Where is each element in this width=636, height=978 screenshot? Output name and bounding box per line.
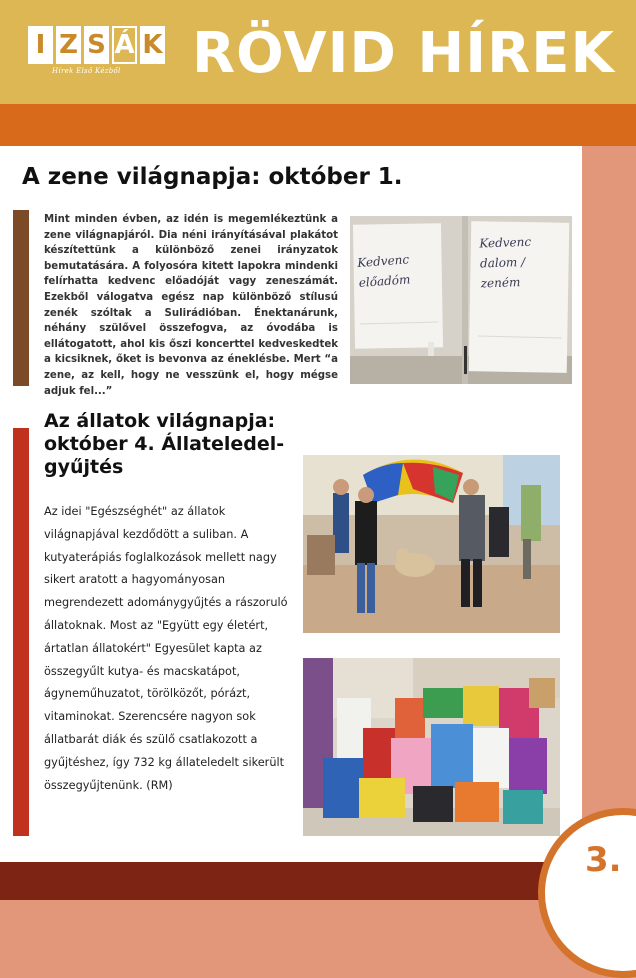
poster-caption-favourite-artist: Kedvenc előadóm — [356, 252, 411, 290]
section-title-music-day: A zene világnapja: október 1. — [22, 164, 403, 190]
section-accent-bar — [13, 428, 29, 836]
section-body-animal-day: Az idei "Egészséghét" az állatok világnapjával kezdődött a suliban. A kutyaterápiás foglalkozások mellett nagy sikert aratott a hagyományosan megrendezett adománygyűjtés a rászoruló állatoknak. Most az "Együtt egy életért, ártatlan állatokért" Egyesület kapta az összegyűlt kutya- és macskatápot, ágyneműhuzatot, törölközőt, pórázt, vitaminokat. Szerencsére nagyon sok állatbarát diák és szülő csatlakozott a gyűjtéshez, így 732 kg állateledelt sikerült összegyűjtenünk. (RM) — [44, 505, 288, 792]
section-title-animal-day: Az állatok világnapja: október 4. Állateledel-gyűjtés — [44, 410, 285, 478]
masthead-logo — [28, 26, 170, 64]
logo-letter: I — [28, 26, 53, 64]
logo-letter: K — [140, 26, 165, 64]
logo-letter: S — [84, 26, 109, 64]
poster-caption-favourite-song: Kedvenc dalom / zeném — [479, 234, 532, 291]
page-title: RÖVID HÍREK — [192, 21, 615, 86]
section-body-music-day: Mint minden évben, az idén is megemlékeztünk a zene világnapjáról. Dia néni irányításával plakátot készítettünk a különböző zenei irányzatok bemutatására. A folyosóra kitett lapokra mindenki felírhatta kedvenc előadóját vagy zeneszámát. Ezekből válogatva egész nap különböző stílusú zenék szóltak a Sulirádióban. Énektanárunk, néhány szülővel összefogva, az óvodába is ellátogatott, ahol kis őszi koncerttel kedveskedtek a kicsiknek, őket is bevonva az éneklésbe. Mert “a zene, az kell, hogy ne vesszünk el, hogy mégse adjuk fel...” — [44, 214, 338, 397]
logo-letter: Á — [112, 26, 137, 64]
music-day-photo — [350, 216, 572, 384]
logo-tagline: Hírek Első Kézből — [52, 67, 121, 75]
donated-pet-food-photo — [303, 658, 560, 836]
logo-letter: Z — [56, 26, 81, 64]
header-stripe — [0, 104, 636, 146]
page-number: 3. — [585, 840, 622, 880]
parachute-game-photo — [303, 455, 560, 633]
section-accent-bar — [13, 210, 29, 386]
